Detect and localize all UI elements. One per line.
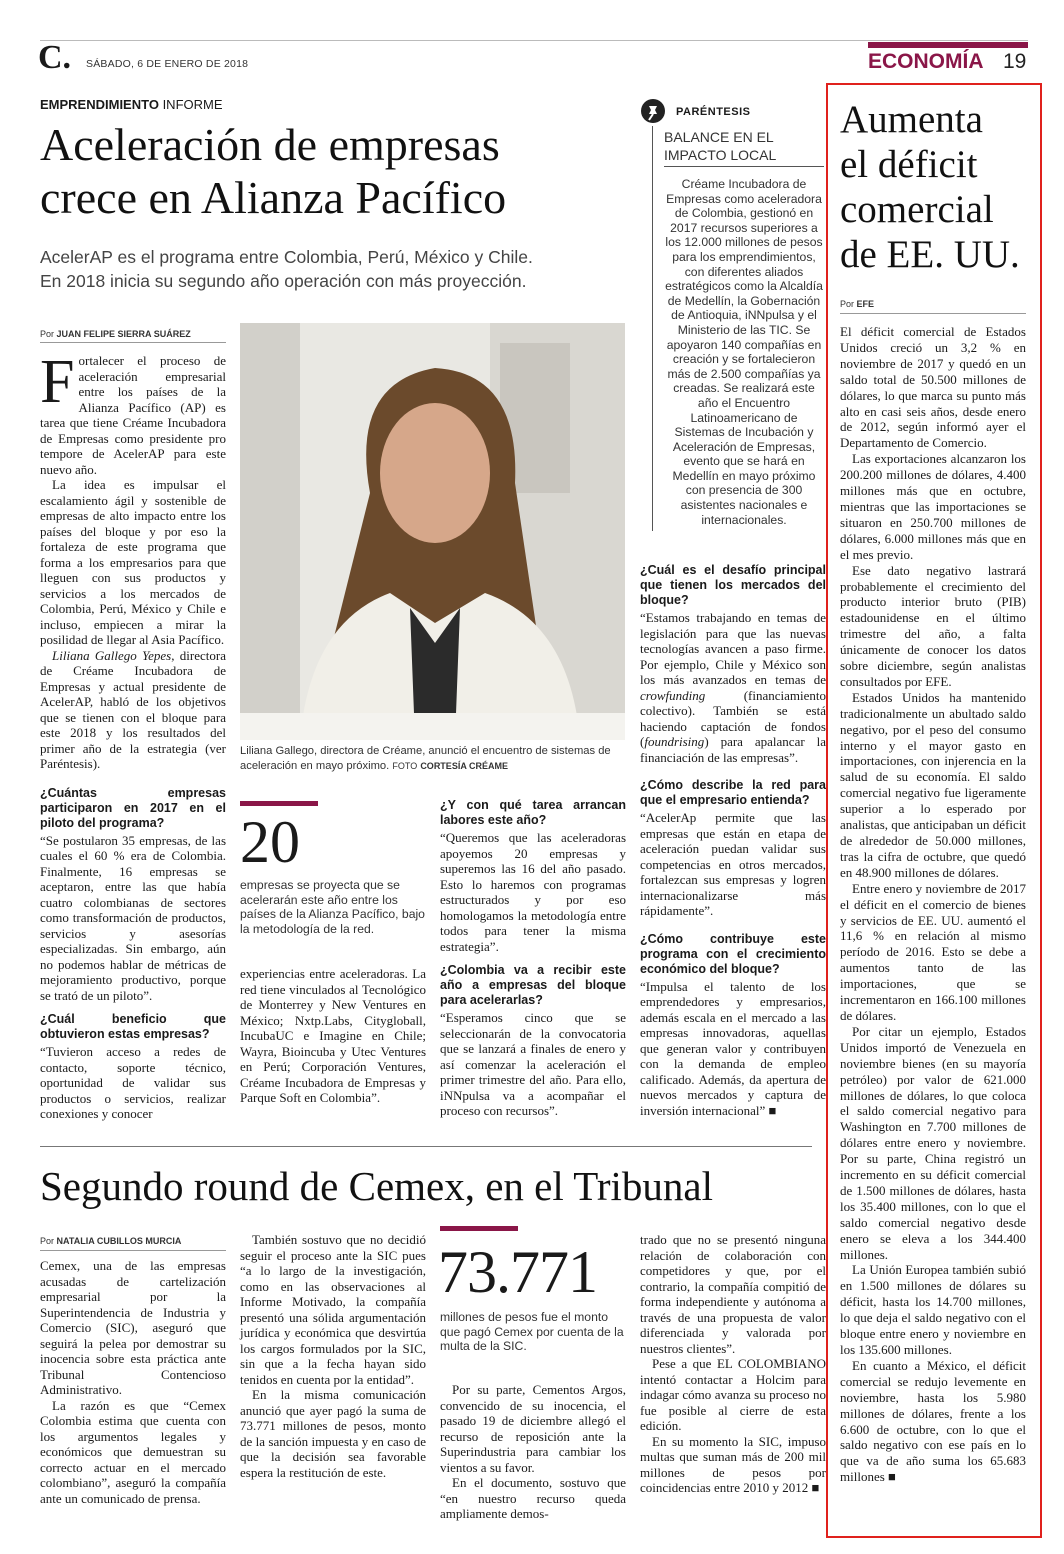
answer: “Tuvieron acceso a redes de contacto, soporte técnico, oportunidad de validar sus productos o servicios, realizar conexiones y conocer [40, 1044, 226, 1121]
article-title-line: crece en Alianza Pacífico [40, 172, 507, 223]
byline [840, 299, 874, 309]
answer [640, 979, 826, 1119]
paragraph [640, 1434, 826, 1496]
sidebar-title [840, 97, 1020, 277]
stat-text: empresas se proyecta que se acelerarán este año entre los países de la Alianza Pacífico, bajo la metodología de la red. [240, 878, 425, 936]
parentesis-title-line: IMPACTO LOCAL [664, 147, 777, 163]
paragraph-text: En su momento la SIC, impuso multas que suman más de 200 mil millones de pesos por coincidencias entre 2010 y 2012 [640, 1433, 826, 1495]
caption-credit: CORTESÍA CRÉAME [420, 760, 508, 771]
paragraph: También sostuvo que no decidió seguir el proceso ante la SIC pues “a lo largo de la investigación, como en las observaciones al Informe Motivado, la compañía presentó una sólida argumentación jurídica y económica que desvirtúa los cargos formulados por la SIC, sin que a la fecha hayan sido tenidos en cuenta por la entidad”. [240, 1232, 426, 1387]
paragraph: Cemex, una de las empresas acusadas de cartelización empresarial por la Superintendencia de Industria y Comercio (SIC), aseguró que seguirá la pelea por demostrar su inocencia sobre esta práctica ante Tribunal Contencioso Administrativo. [40, 1258, 226, 1397]
answer-text: “Estamos trabajando en temas de legislación para que las nuevas tecnologías avancen a paso firme. Por ejemplo, Chile y México son los más avanzados en temas de [640, 610, 826, 687]
paragraph: La Unión Europea también subió en 1.500 millones de dólares su déficit, hasta los 14.700 millones, lo que deja el saldo negativo con el bloque entre enero y noviembre en los 135.600 millones. [840, 1262, 1026, 1357]
parentesis-label: PARÉNTESIS [676, 106, 751, 118]
paragraph: La razón es que “Cemex Colombia estima que cuenta con los argumentos legales y económicos que demuestran su correcto actuar en el mercado colombiano”, aseguró la compañía ante un comunicado de prensa. [40, 1397, 226, 1506]
portrait-photo [240, 323, 625, 740]
caption-credit-label: FOTO [392, 760, 418, 771]
byline-prefix: Por [840, 299, 855, 309]
sidebar-title-line: comercial [840, 188, 994, 231]
question: ¿Colombia va a recibir este año a empresas del bloque para acelerarlas? [440, 963, 626, 1007]
answer: “Se postularon 35 empresas, de las cuales el 60 % era de Colombia. Finalmente, 16 empresas se aceptaron, entre las que había cuatro colombianas de sectores como transformación de productos, servicios y asesorías especializadas. Sin embargo, aún no podemos hablar de métricas de mejoramiento productivo, porque se trató de un piloto”. [40, 832, 226, 1003]
article-body-col1 [40, 348, 226, 1122]
paragraph: En el documento, sostuvo que “en nuestro recurso queda ampliamente demos- [440, 1475, 626, 1521]
article-body-col4 [640, 563, 826, 1118]
question: ¿Cómo contribuye este programa con el crecimiento económico del bloque? [640, 931, 826, 976]
answer [640, 610, 826, 765]
paragraph: Entre enero y noviembre de 2017 el déficit en el comercio de bienes y servicios de EE. UU. aumentó el 11,6 % en relación al mismo período de 2016. Esto se debe a aumentos tanto de las importaciones, que se incrementaron en 166.100 millones de dólares. [840, 880, 1026, 1023]
photo-caption [240, 744, 625, 773]
byline [40, 1236, 181, 1246]
question: ¿Cómo describe la red para que el empresario entienda? [640, 778, 826, 807]
parentesis-title-line: BALANCE EN EL [664, 129, 774, 145]
paragraph [840, 1358, 1026, 1485]
answer-text: ) para apalancar la financiación de las empresas”. [640, 734, 826, 765]
parentesis-text: Créame Incubadora de Empresas como aceleradora de Colombia, gestionó en 2017 recursos superiores a los 12.000 millones de pesos para los emprendimientos, con diferentes aliados estratégicos como la Alcaldía de Medellín, la Gobernación de Antioquia, iNNpulsa y el Ministerio de las TIC. Se apoyaron 140 compañías en creación y se fortalecieron más de 2.500 compañías ya creadas. Se realizará este año el Encuentro Latinoamericano de Sistemas de Incubación y Aceleración de Empresas, evento que se hará en Medellín en mayo próximo con presencia de 300 asistentes nacionales e internacionales. [665, 177, 823, 527]
paragraph: En la misma comunicación anunció que ayer pagó la suma de 73.771 millones de pesos, monto de la sanción impuesta y en caso de que la decisión sea favorable espera la restitución de este. [240, 1387, 426, 1480]
parentesis-title [664, 128, 776, 164]
byline-prefix: Por [40, 329, 55, 339]
end-mark: ■ [768, 1102, 777, 1118]
paragraph: Las exportaciones alcanzaron los 200.200 millones de dólares, 4.400 millones más que en octubre, mientras que las importaciones se situaron en 250.700 millones de dólares, 6.000 millones más que en el mes previo. [840, 451, 1026, 562]
paragraph-text: En cuanto a México, el déficit comercial se redujo levemente en noviembre, hasta los 5.980 millones de dólares, frente a los 6.600 de octubre, con lo que el saldo negativo con ese país en lo que va de año suma los 65.683 millones [840, 1357, 1026, 1485]
section-divider [40, 1146, 812, 1147]
stat-text: millones de pesos fue el monto que pagó Cemex por cuenta de la multa de la SIC. [440, 1310, 624, 1353]
end-mark: ■ [811, 1480, 820, 1495]
stat-number: 73.771 [438, 1239, 597, 1305]
article2-col3 [440, 1382, 626, 1522]
answer: “AcelerAp permite que las empresas que están en etapa de aceleración puedan validar sus competencias en otros mercados, fortalezcan sus empresas y logren internacionalizarse más rápidamente”. [640, 810, 826, 918]
answer-text: (financiamiento colectivo). También se está haciendo captación de fondos ( [640, 687, 826, 749]
article2-col4 [640, 1232, 826, 1496]
end-mark: ■ [888, 1469, 896, 1485]
byline-rule [40, 342, 226, 343]
answer: “Esperamos cinco que se seleccionarán de la convocatoria que se lanzará a finales de enero y así comenzar la aceleración el primer trimestre del año. Para ello, iNNpulsa va a acompañar el proceso con recursos”. [440, 1010, 626, 1118]
question: ¿Y con qué tarea arrancan labores este año? [440, 798, 626, 827]
byline-prefix: Por [40, 1236, 55, 1246]
stat-accent-bar [440, 1226, 518, 1231]
pushpin-icon [640, 98, 666, 124]
kicker-light: INFORME [162, 97, 223, 112]
question: ¿Cuál es el desafío principal que tienen los mercados del bloque? [640, 563, 826, 607]
question: ¿Cuántas empresas participaron en 2017 en el piloto del programa? [40, 785, 226, 830]
byline-name: NATALIA CUBILLOS MURCIA [56, 1236, 182, 1246]
page-number: 19 [1003, 50, 1027, 73]
sidebar-title-line: de EE. UU. [840, 233, 1020, 276]
newspaper-logo: C. [38, 39, 72, 76]
paragraph-text: , directora de Créame Incubadora de Empresas y actual presidente de AcelerAP, habló de los objetivos que se tienen con el bloque para este 2018 y los resultados del primer año de la estrategia (ver Paréntesis). [40, 647, 226, 771]
byline [40, 329, 191, 339]
paragraph: El déficit comercial de Estados Unidos creció un 3,2 % en noviembre de 2017 y quedó en un saldo total de 50.500 millones de dólares, lo que marca su punto más alto en casi seis años, desde enero de 2012, según informó ayer el Departamento de Comercio. [840, 324, 1026, 451]
paragraph: Pese a que EL COLOMBIANO intentó contactar a Holcim para indagar cómo avanza su proceso no fue posible al cierre de esta edición. [640, 1356, 826, 1433]
answer: “Queremos que las aceleradoras apoyemos 20 empresas y superemos las 16 del año pasado. Esto lo haremos con programas estructurados y por eso homologamos la metodología entre todos para tener la misma estrategia”. [440, 830, 626, 954]
article-title-line: Aceleración de empresas [40, 119, 500, 170]
parentesis-vline [652, 126, 653, 531]
kicker-bold: EMPRENDIMIENTO [40, 97, 159, 112]
paragraph: experiencias entre aceleradoras. La red tiene vinculados al Tecnológico de Monterrey y New Ventures en México; Nxtp.Labs, Citygloball, IncubaUC e Imagine en Chile; Wayra, Bioincuba y Utec Ventures en Perú; Corporación Ventures, Créame Incubadora de Empresas y Parque Soft en Colombia”. [240, 966, 426, 1105]
caption-text: Liliana Gallego, directora de Créame, anunció el encuentro de sistemas de aceleración en mayo próximo. [240, 745, 611, 772]
section-accent-bar [868, 42, 1028, 48]
article-title [40, 118, 506, 224]
section-name: ECONOMÍA [868, 50, 984, 73]
dropcap: F [40, 348, 75, 416]
article2-title: Segundo round de Cemex, en el Tribunal [40, 1163, 714, 1209]
term: foundrising [644, 734, 705, 749]
article-body-col2 [240, 966, 426, 1106]
stat-number: 20 [240, 809, 300, 875]
stat-accent-bar [240, 801, 318, 806]
parentesis-title-rule [664, 166, 824, 167]
term: crowfunding [640, 687, 706, 703]
byline-rule [840, 313, 1026, 314]
paragraph: Por citar un ejemplo, Estados Unidos importó de Venezuela en noviembre bienes (en su mayoría petróleo) por valor de 621.000 millones de dólares, lo que coloca el saldo comercial negativo para Washington en 7.700 millones de dólares entre enero y noviembre. Por su parte, China registró un incremento en su déficit comercial de 1.500 millones de dólares, hasta los 35.400 millones, con lo que el saldo comercial negativo desde enero se eleva a los 344.400 millones. [840, 1023, 1026, 1262]
person-name: Liliana Gallego Yepes [52, 647, 172, 663]
paragraph: Por su parte, Cementos Argos, convencido de su inocencia, el pasado 19 de diciembre allegó el recurso de reposición ante la Superindustria para cambiar los vientos a su favor. [440, 1382, 626, 1475]
byline-name: JUAN FELIPE SIERRA SUÁREZ [56, 329, 191, 339]
paragraph: La idea es impulsar el escalamiento ágil y sostenible de empresas de alto impacto entre los países del bloque y por eso la fortaleza de este programa que forma a los empresarios para que lleguen con sus productos y servicios a los mercados de Colombia, Perú, México y Chile e incluso, empiecen a mirar la posilidad de llegar al Asia Pacífico. [40, 477, 226, 647]
question: ¿Cuál beneficio que obtuvieron estas empresas? [40, 1012, 226, 1041]
kicker [40, 97, 223, 112]
header-date: SÁBADO, 6 DE ENERO DE 2018 [86, 58, 249, 70]
intro-paragraph-text: ortalecer el proceso de aceleración empresarial entre los países de la Alianza Pacífico (AP) es tarea que tiene Créame Incubadora de Empresas como presidente pro tempore de AcelerAP para este nuevo año. [40, 353, 226, 477]
subtitle-line: En 2018 inicia su segundo año operación con más proyección. [40, 271, 527, 291]
answer-text: “Impulsa el talento de los emprendedores y empresarios, además escala en el mercado a las empresas innovadoras, aquellas que generan valor y contribuyen con la demanda de empleo calificado. Además, da apertura de nuevos mercados y captura de inversión internacional” [640, 978, 826, 1118]
byline-name: EFE [856, 299, 875, 309]
byline-rule [40, 1250, 226, 1251]
header-top-rule [40, 40, 1028, 41]
intro-paragraph [40, 348, 226, 477]
sidebar-title-line: Aumenta [840, 98, 983, 141]
sidebar-title-line: el déficit [840, 143, 978, 186]
paragraph [40, 648, 226, 772]
paragraph: Estados Unidos ha mantenido tradicionalmente un abultado saldo negativo, por el peso del consumo interno y el mayor gasto en importaciones, con injerencia en la salud de su economía. El saldo comercial negativo fue ligeramente superior a lo esperado por analistas, que anticipaban un déficit de alrededor de 50.000 millones, tras la cifra de octubre, que quedó en 48.900 millones de dólares. [840, 689, 1026, 880]
paragraph: trado que no se presentó ninguna relación de colaboración con competidores y que, por el contrario, la compañía compitió de forma independiente y autónoma a través de una propuesta de valor diferenciada y valorada por nuestros clientes”. [640, 1232, 826, 1356]
article-subtitle [40, 245, 533, 293]
article-body-col3 [440, 798, 626, 1119]
article2-col2 [240, 1232, 426, 1480]
paragraph: Ese dato negativo lastrará probablemente el crecimiento del producto interior bruto (PIB) estadounidense en el último trimestre del año, a falta únicamente de conocer los datos sobre diciembre, según analistas consultados por EFE. [840, 562, 1026, 689]
subtitle-line: AcelerAP es el programa entre Colombia, Perú, México y Chile. [40, 247, 533, 267]
sidebar-body [840, 324, 1026, 1485]
article2-col1 [40, 1258, 226, 1506]
